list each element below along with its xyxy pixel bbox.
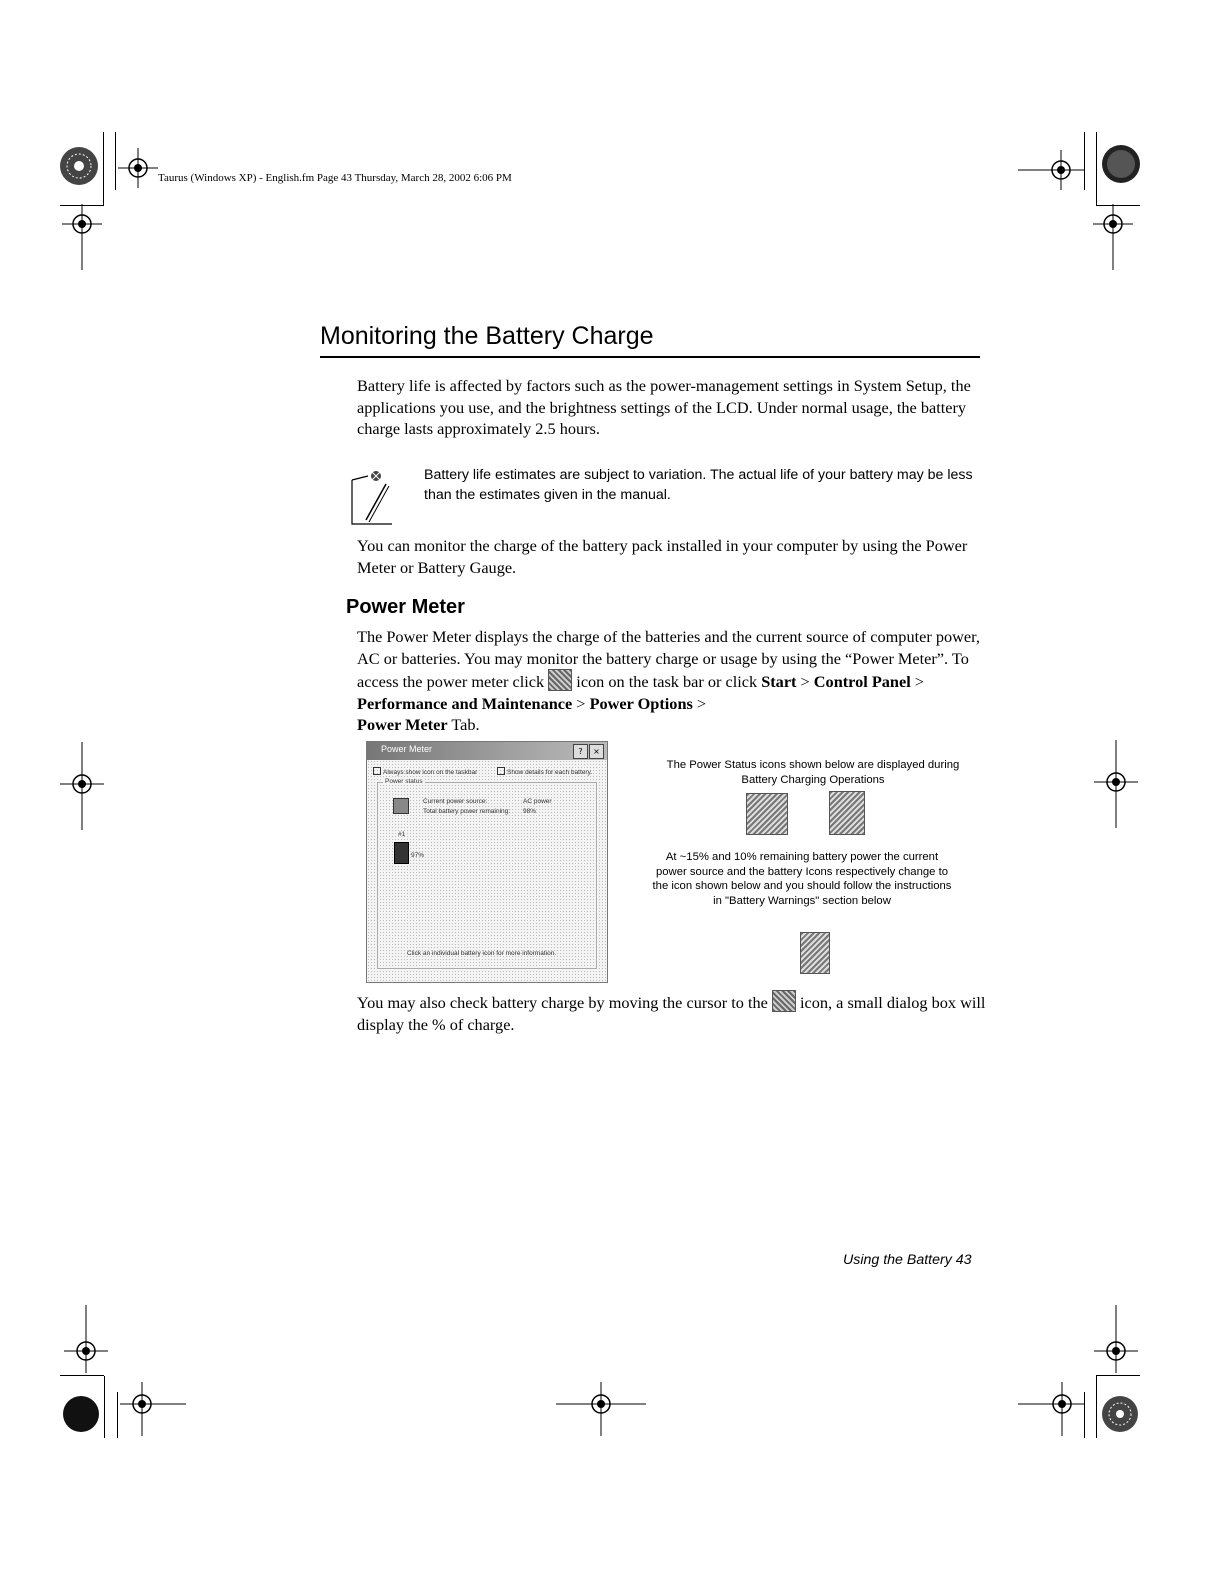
power-meter-tray-icon [772, 990, 796, 1012]
power-meter-dialog-screenshot [366, 741, 608, 983]
title-rule [320, 356, 980, 358]
menu-path-control-panel: Control Panel [813, 672, 911, 691]
checkbox-label: Always show icon on the taskbar [383, 769, 478, 776]
current-source-label: Current power source: [423, 798, 488, 805]
registration-crosshair-icon [1094, 740, 1138, 828]
menu-path-performance: Performance and Maintenance [357, 693, 573, 713]
dialog-title: Power Meter [381, 744, 433, 754]
power-meter-paragraph [357, 626, 982, 736]
dialog-title-bar [367, 742, 607, 760]
cursor-paragraph [357, 990, 987, 1035]
registration-mark-sunburst-tl [58, 145, 100, 187]
battery-number: #1 [398, 831, 406, 838]
dialog-close-button[interactable]: × [589, 744, 604, 759]
registration-crosshair-icon [62, 204, 102, 270]
checkbox-icon [373, 767, 381, 775]
group-label: Power status [385, 778, 423, 785]
ac-power-status-icon [746, 793, 788, 835]
registration-mark-solid-bl [61, 1394, 101, 1434]
current-source-value: AC power [523, 798, 552, 805]
menu-path-start: Start [761, 672, 797, 691]
crop-line [1084, 132, 1085, 190]
total-remaining-value: 98% [523, 808, 537, 815]
always-show-icon-checkbox[interactable] [373, 767, 477, 776]
cursor-text-after: icon, a small dialog box will display the % of charge. [357, 993, 986, 1034]
total-remaining-label: Total battery power remaining: [423, 808, 511, 815]
note-pencil-icon [346, 466, 402, 530]
registration-crosshair-icon [118, 148, 158, 188]
battery-icon[interactable] [394, 842, 409, 864]
crop-line [104, 1376, 105, 1438]
dialog-help-button[interactable]: ? [573, 744, 588, 759]
registration-mark-solid-tr [1100, 143, 1142, 185]
battery-status-icon [829, 791, 865, 835]
menu-path-tab-suffix: Tab. [447, 715, 480, 734]
menu-path-separator: > [692, 693, 707, 713]
registration-crosshair-icon [1093, 204, 1133, 270]
section-heading-power-meter: Power Meter [346, 596, 465, 618]
power-meter-text-b: icon on the task bar or click [572, 672, 762, 691]
registration-crosshair-icon [556, 1382, 646, 1436]
crop-line [1084, 1392, 1085, 1438]
cursor-text-before: You may also check battery charge by moving the cursor to the [357, 993, 772, 1012]
power-status-intro: The Power Status icons shown below are displayed during Battery Charging Operations [666, 759, 960, 786]
crop-line [1096, 132, 1097, 206]
checkbox-icon [497, 767, 505, 775]
low-battery-warning-icon [800, 932, 830, 974]
power-meter-tray-icon [548, 669, 572, 691]
crop-line [115, 132, 116, 190]
registration-crosshair-icon [64, 1305, 108, 1373]
page-footer: Using the Battery 43 [843, 1252, 972, 1268]
menu-path-power-options: Power Options [589, 693, 693, 713]
crop-line [60, 1375, 104, 1376]
registration-crosshair-icon [120, 1382, 186, 1436]
show-details-checkbox[interactable] [497, 767, 592, 776]
registration-crosshair-icon [1018, 150, 1084, 190]
registration-mark-sunburst-br [1100, 1394, 1140, 1434]
power-meter-text-a: The Power Meter displays the charge of the batteries and the current source of computer power, AC or batteries. You may monitor the battery charge or usage by using the “Power Meter”. To access the power meter click [357, 627, 980, 691]
intro-paragraph: Battery life is affected by factors such as the power-management settings in System Setup, the applications you use, and the brightness settings of the LCD. Under normal usage, the battery charge lasts approximately 2.5 hours. [357, 376, 971, 438]
power-plug-icon [393, 798, 409, 814]
crop-line [1096, 1376, 1097, 1438]
checkbox-label: Show details for each battery. [507, 769, 593, 776]
page-title: Monitoring the Battery Charge [320, 322, 654, 350]
note-text: Battery life estimates are subject to variation. The actual life of your battery may be less than the estimates given in the manual. [424, 467, 973, 503]
monitor-paragraph: You can monitor the charge of the battery pack installed in your computer by using the Power Meter or Battery Gauge. [357, 536, 968, 577]
menu-path-separator: > [796, 672, 814, 691]
registration-crosshair-icon [1018, 1382, 1084, 1436]
battery-percent: 97% [411, 852, 425, 859]
print-header-slug: Taurus (Windows XP) - English.fm Page 43 Thursday, March 28, 2002 6:06 PM [158, 172, 512, 184]
crop-line [117, 1392, 118, 1438]
crop-line [1096, 1375, 1140, 1376]
menu-path-separator: > [910, 672, 924, 691]
menu-path-separator: > [572, 693, 590, 713]
registration-crosshair-icon [60, 742, 104, 830]
crop-line [103, 132, 104, 206]
registration-crosshair-icon [1094, 1305, 1138, 1373]
power-status-warning: At ~15% and 10% remaining battery power the current power source and the battery Icons respectively change to the icon shown below and you should follow the instructions in "Battery Warnings" section below [652, 851, 952, 907]
dialog-footer-hint: Click an individual battery icon for more information. [407, 950, 557, 957]
menu-path-power-meter-tab: Power Meter [357, 715, 448, 734]
